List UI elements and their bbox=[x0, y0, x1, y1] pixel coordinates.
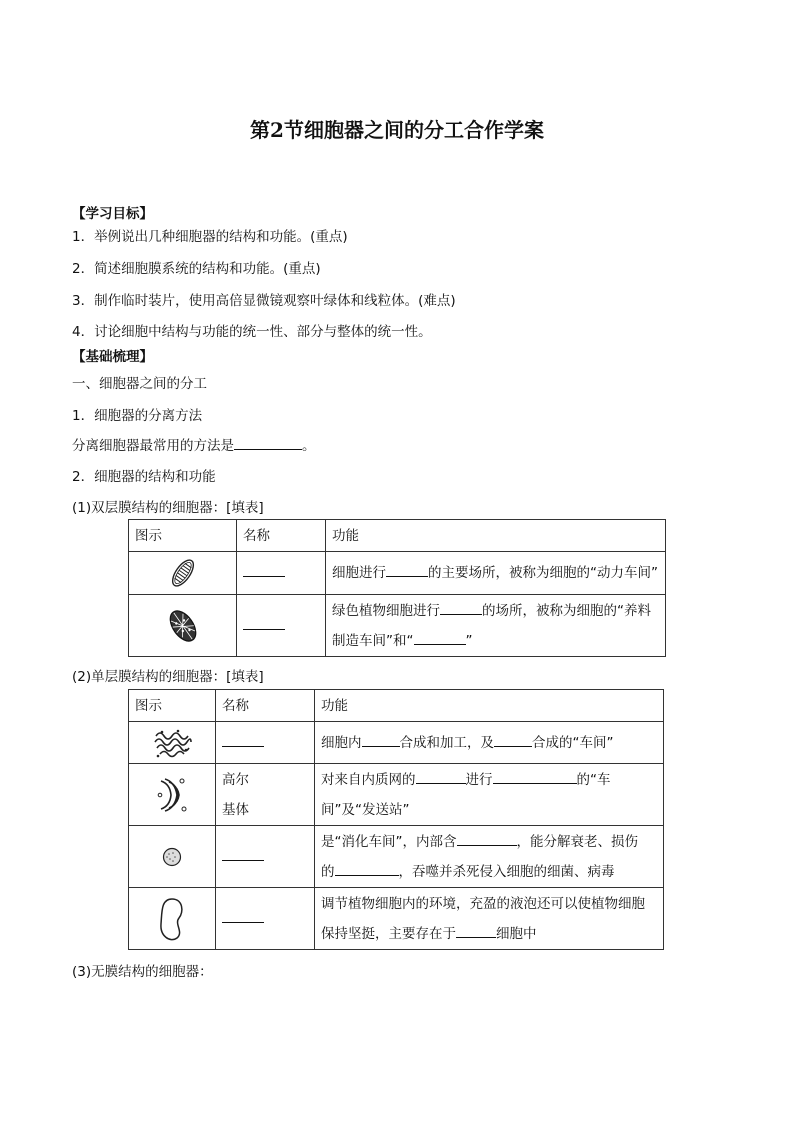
function-text: 制造车间”和“ bbox=[332, 632, 414, 649]
function-cell bbox=[315, 826, 664, 888]
table-row bbox=[129, 764, 664, 826]
function-text: ” bbox=[465, 632, 473, 649]
function-text: 调节植物细胞内的环境，充盈的液泡还可以使植物细胞 bbox=[321, 895, 645, 912]
answer-cell bbox=[216, 826, 315, 888]
function-text: ，吞噬并杀死侵入细胞的细菌、病毒 bbox=[398, 863, 615, 880]
answer-cell bbox=[216, 722, 315, 764]
table-header: 名称 bbox=[216, 690, 315, 722]
method-suffix: 。 bbox=[302, 438, 316, 454]
answer-blank[interactable] bbox=[457, 831, 517, 846]
single-membrane-table bbox=[128, 689, 664, 950]
answer-cell bbox=[237, 595, 326, 657]
table-caption: (3)无膜结构的细胞器： bbox=[72, 964, 213, 980]
answer-blank[interactable] bbox=[222, 846, 264, 861]
function-text: 合成的“车间” bbox=[532, 734, 614, 751]
golgi-icon bbox=[129, 764, 216, 826]
organelle-name: 基体 bbox=[222, 801, 249, 818]
answer-blank[interactable] bbox=[414, 630, 466, 645]
table-caption: (2)单层膜结构的细胞器：[填表] bbox=[72, 669, 264, 685]
function-text: 合成和加工，及 bbox=[399, 734, 494, 751]
section-heading: 一、细胞器之间的分工 bbox=[72, 376, 207, 392]
objective-item: 4．讨论细胞中结构与功能的统一性、部分与整体的统一性。 bbox=[72, 324, 432, 340]
function-cell bbox=[326, 552, 666, 595]
subsection-heading: 1．细胞器的分离方法 bbox=[72, 408, 203, 424]
function-text: 进行 bbox=[465, 771, 493, 788]
vacuole-icon bbox=[129, 888, 216, 950]
table-row bbox=[129, 552, 666, 595]
answer-cell bbox=[237, 552, 326, 595]
function-text: 细胞进行 bbox=[332, 565, 386, 581]
answer-blank[interactable] bbox=[335, 861, 399, 876]
answer-blank[interactable] bbox=[416, 769, 466, 784]
function-text: 绿色植物细胞进行 bbox=[332, 602, 440, 619]
basics-heading: 【基础梳理】 bbox=[72, 349, 153, 365]
function-text: 的场所，被称为细胞的“养料 bbox=[482, 602, 651, 619]
function-text: 保持坚挺，主要存在于 bbox=[321, 925, 456, 942]
answer-cell bbox=[216, 888, 315, 950]
table-header: 名称 bbox=[237, 520, 326, 552]
function-text: 细胞中 bbox=[496, 925, 537, 942]
double-membrane-table bbox=[128, 519, 666, 657]
page-title: 第2节细胞器之间的分工合作学案 bbox=[250, 118, 544, 142]
function-cell bbox=[315, 764, 664, 826]
table-header: 图示 bbox=[129, 690, 216, 722]
answer-blank[interactable] bbox=[386, 562, 428, 577]
table-row bbox=[129, 595, 666, 657]
answer-blank[interactable] bbox=[362, 732, 400, 747]
answer-blank[interactable] bbox=[243, 615, 285, 630]
function-text: 是“消化车间”，内部含 bbox=[321, 833, 457, 850]
table-row bbox=[129, 826, 664, 888]
table-header: 功能 bbox=[326, 520, 666, 552]
golgi-name-cell bbox=[216, 764, 315, 826]
function-text: 的 bbox=[321, 863, 335, 880]
objective-item: 2．简述细胞膜系统的结构和功能。(重点) bbox=[72, 261, 321, 277]
function-cell bbox=[315, 722, 664, 764]
method-prefix: 分离细胞器最常用的方法是 bbox=[72, 438, 234, 454]
answer-blank[interactable] bbox=[440, 600, 482, 615]
table-header: 功能 bbox=[315, 690, 664, 722]
objectives-heading: 【学习目标】 bbox=[72, 206, 153, 222]
function-text: 间”及“发送站” bbox=[321, 801, 410, 818]
function-text: ，能分解衰老、损伤 bbox=[516, 833, 638, 850]
subsection-heading: 2．细胞器的结构和功能 bbox=[72, 469, 216, 485]
function-text: 对来自内质网的 bbox=[321, 771, 416, 788]
function-text: 的“车 bbox=[576, 771, 611, 788]
answer-blank[interactable] bbox=[234, 435, 302, 450]
organelle-name: 高尔 bbox=[222, 771, 249, 788]
table-header: 图示 bbox=[129, 520, 237, 552]
answer-blank[interactable] bbox=[493, 769, 577, 784]
function-text: 细胞内 bbox=[321, 734, 362, 751]
table-row bbox=[129, 722, 664, 764]
lysosome-icon bbox=[129, 826, 216, 888]
answer-blank[interactable] bbox=[494, 732, 532, 747]
table-row bbox=[129, 888, 664, 950]
endoplasmic-reticulum-icon bbox=[129, 722, 216, 764]
answer-blank[interactable] bbox=[243, 562, 285, 577]
function-cell bbox=[315, 888, 664, 950]
table-caption: (1)双层膜结构的细胞器：[填表] bbox=[72, 500, 264, 516]
answer-blank[interactable] bbox=[222, 732, 264, 747]
function-text: 的主要场所，被称为细胞的“动力车间” bbox=[428, 565, 658, 581]
objective-item: 3．制作临时装片，使用高倍显微镜观察叶绿体和线粒体。(难点) bbox=[72, 293, 456, 309]
function-cell bbox=[326, 595, 666, 657]
chloroplast-icon bbox=[129, 595, 237, 657]
answer-blank[interactable] bbox=[222, 908, 264, 923]
mitochondrion-icon bbox=[129, 552, 237, 595]
objective-item: 1．举例说出几种细胞器的结构和功能。(重点) bbox=[72, 229, 348, 245]
method-question bbox=[72, 434, 316, 454]
answer-blank[interactable] bbox=[456, 923, 496, 938]
